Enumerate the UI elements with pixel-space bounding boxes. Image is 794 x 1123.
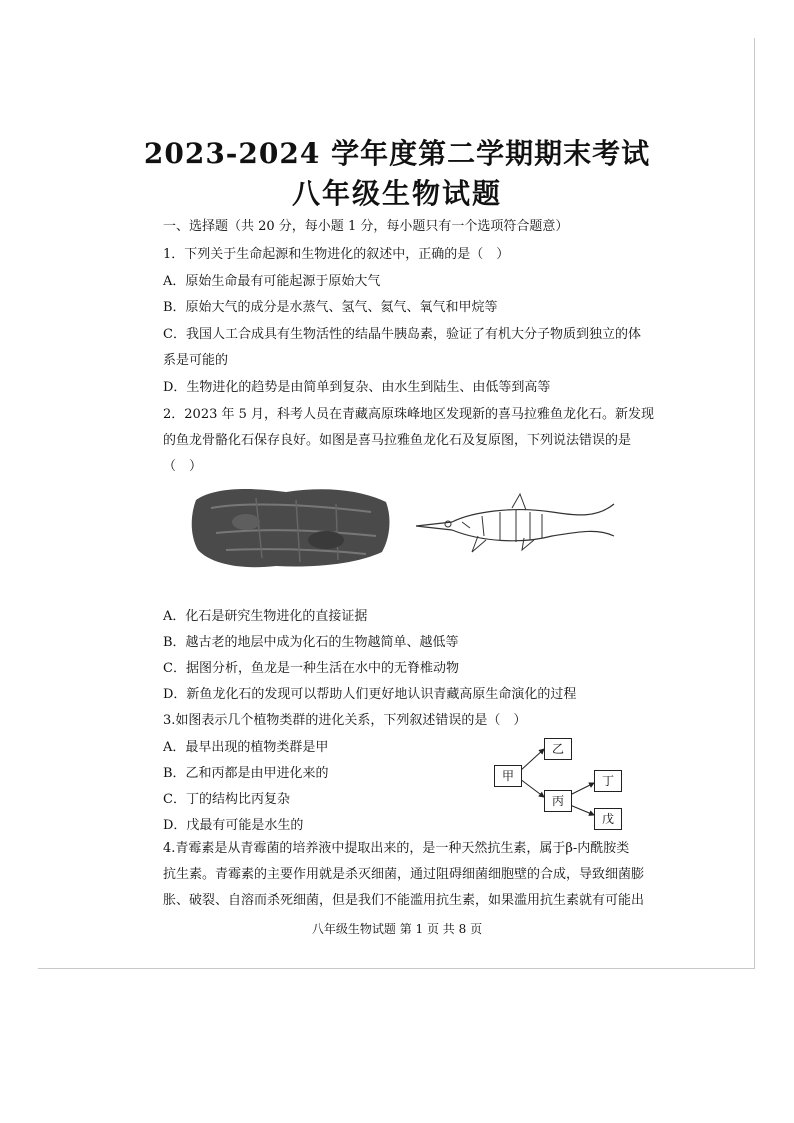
q3-option-c: C．丁的结构比丙复杂 (163, 792, 290, 807)
q4-line1: 4.青霉素是从青霉菌的培养液中提取出来的，是一种天然抗生素，属于β-内酰胺类 (163, 841, 630, 856)
q1-option-d: D．生物进化的趋势是由简单到复杂、由水生到陆生、由低等到高等 (163, 380, 551, 395)
section-heading: 一、选择题（共 20 分，每小题 1 分，每小题只有一个选项符合题意） (163, 219, 569, 234)
q1-option-a: A．原始生命最有可能起源于原始大气 (163, 274, 381, 289)
node-bing: 丙 (544, 790, 572, 812)
ichthyosaur-reconstruction (412, 488, 618, 558)
exam-title: 2023-2024 学年度第二学期期末考试 (143, 137, 651, 170)
q3-option-b: B．乙和丙都是由甲进化来的 (163, 766, 329, 781)
q2-stem-line2: 的鱼龙骨骼化石保存良好。如图是喜马拉雅鱼龙化石及复原图，下列说法错误的是 (163, 433, 632, 448)
q1-option-c: C．我国人工合成具有生物活性的结晶牛胰岛素，验证了有机大分子物质到独立的体 (163, 327, 641, 342)
q1-stem: 1．下列关于生命起源和生物进化的叙述中，正确的是（ ） (163, 247, 510, 262)
q3-option-d: D．戊最有可能是水生的 (163, 818, 304, 833)
q2-stem-line3: （ ） (163, 459, 203, 474)
q2-option-c: C．据图分析，鱼龙是一种生活在水中的无脊椎动物 (163, 661, 459, 676)
node-jia: 甲 (494, 765, 522, 787)
q3-option-a: A．最早出现的植物类群是甲 (163, 740, 329, 755)
q1-option-c-cont: 系是可能的 (163, 353, 229, 368)
q2-stem-line1: 2．2023 年 5 月，科考人员在青藏高原珠峰地区发现新的喜马拉雅鱼龙化石。新发现 (163, 407, 655, 422)
node-ding: 丁 (594, 770, 622, 792)
page-footer: 八年级生物试题 第 1 页 共 8 页 (311, 922, 483, 936)
node-wu: 戊 (594, 808, 622, 830)
q2-option-d: D．新鱼龙化石的发现可以帮助人们更好地认识青藏高原生命演化的过程 (163, 687, 577, 702)
q4-line3: 胀、破裂、自溶而杀死细菌，但是我们不能滥用抗生素，如果滥用抗生素就有可能出 (163, 893, 645, 908)
q2-option-a: A．化石是研究生物进化的直接证据 (163, 609, 368, 624)
node-yi: 乙 (544, 738, 572, 760)
fossil-photo (186, 478, 396, 574)
exam-subtitle: 八年级生物试题 (291, 177, 502, 210)
q3-stem: 3.如图表示几个植物类群的进化关系，下列叙述错误的是（ ） (163, 713, 527, 728)
q1-option-b: B．原始大气的成分是水蒸气、氢气、氦气、氧气和甲烷等 (163, 300, 498, 315)
q2-option-b: B．越古老的地层中成为化石的生物越简单、越低等 (163, 635, 459, 650)
q4-line2: 抗生素。青霉素的主要作用就是杀灭细菌，通过阻碍细菌细胞壁的合成，导致细菌膨 (163, 867, 645, 882)
